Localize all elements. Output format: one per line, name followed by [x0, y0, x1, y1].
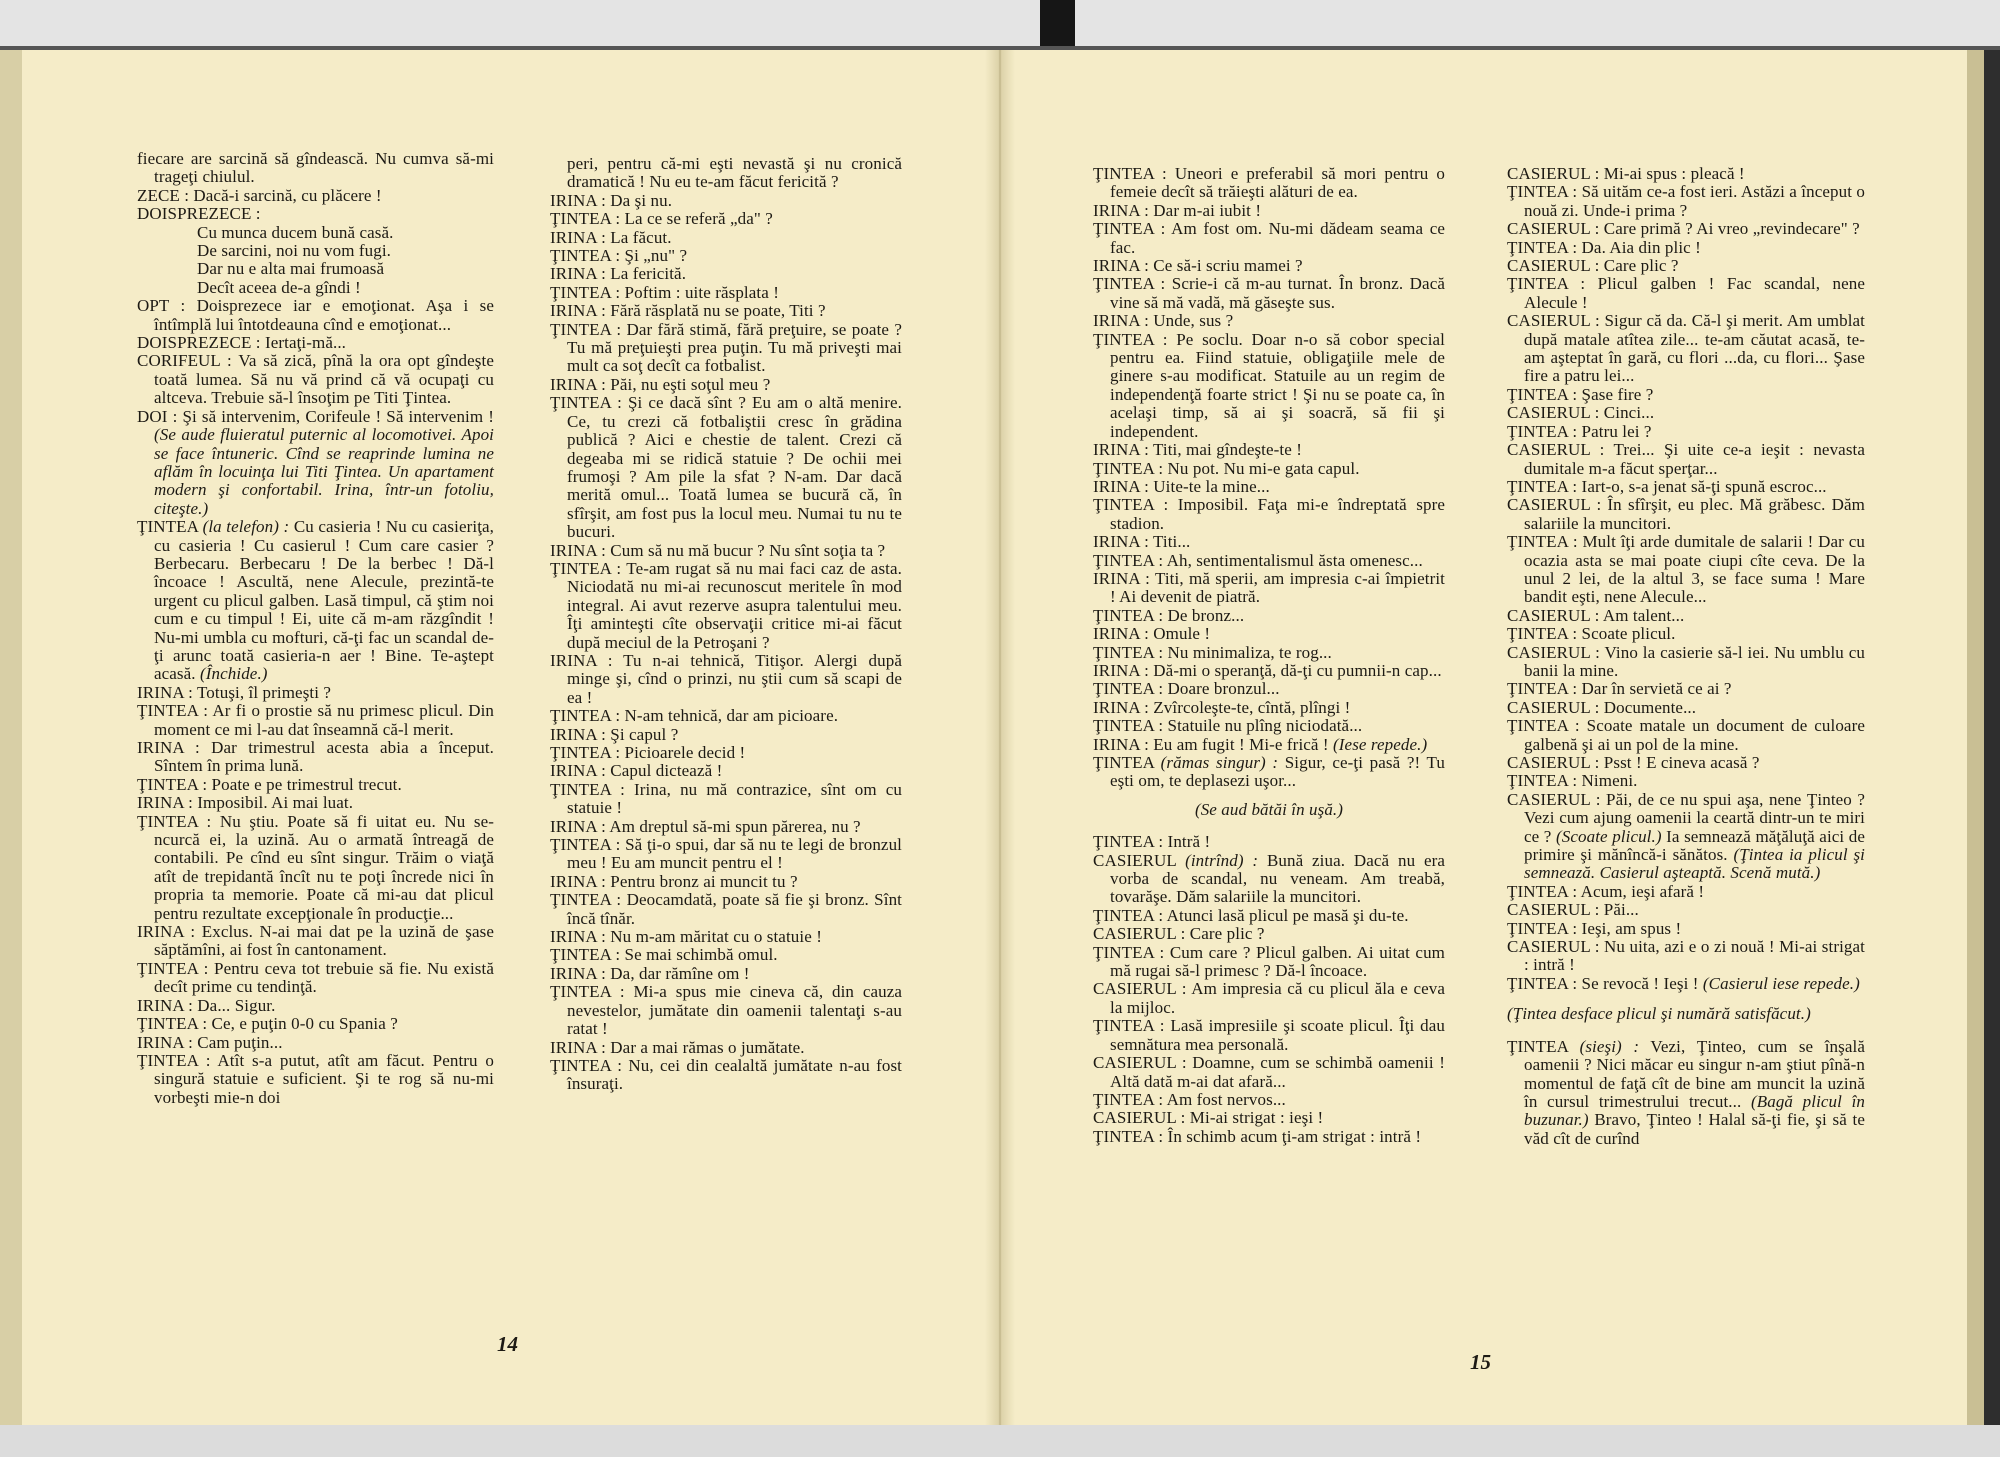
dialogue-line: ŢINTEA : Deocamdată, poate să fie şi bronz. Sînt încă tînăr.	[550, 890, 902, 928]
dialogue-line: IRINA : Da şi nu.	[550, 190, 673, 210]
book-gutter	[985, 50, 1015, 1425]
stage-direction: (Închide.)	[200, 664, 268, 684]
dialogue-line: ŢINTEA : Poftim : uite răsplata !	[550, 282, 779, 302]
dialogue-line: ŢINTEA : Dar fără stimă, fără preţuire, se poate ? Tu mă preţuieşti prea puţin. Tu mă priveşti mai mult ca soţ decît ca fotbalist.	[550, 319, 902, 376]
dialogue-line: CASIERUL : Păi...	[1507, 900, 1639, 920]
dialogue-line: IRINA : La fericită.	[550, 264, 687, 284]
speaker: ŢINTEA	[1507, 1036, 1569, 1056]
dialogue-line: CASIERUL : În sfîrşit, eu plec. Mă grăbesc. Dăm salariile la muncitori.	[1507, 495, 1865, 533]
stage-direction: (sieşi) :	[1579, 1036, 1640, 1056]
dialogue-line: ŢINTEA : Nu minimaliza, te rog...	[1093, 642, 1332, 662]
dialogue-line: CASIERUL : Nu uita, azi e o zi nouă ! Mi-ai strigat : intră !	[1507, 937, 1865, 975]
dialogue-line: ŢINTEA : Pentru ceva tot trebuie să fie. Nu există decît prime cu tendinţă.	[137, 958, 494, 997]
dialogue-line: CASIERUL : Mi-ai strigat : ieşi !	[1093, 1108, 1324, 1128]
dialogue-line: ŢINTEA : N-am tehnică, dar am picioare.	[550, 706, 839, 726]
dialogue-line: ŢINTEA : Scoate matale un document de culoare galbenă şi ai un pol de la mine.	[1507, 716, 1865, 754]
dialogue-text: Bravo, Ţinteo ! Halal să-ţi fie, şi să te văd cît de curînd	[1524, 1110, 1865, 1148]
verse-line: Dar nu e alta mai frumoasă	[197, 259, 385, 279]
right-page-column-1	[1093, 165, 1445, 1146]
dialogue-line: CASIERUL : Documente...	[1507, 697, 1697, 717]
stage-direction: (Ţintea desface plicul şi numără satisfăcut.)	[1507, 1004, 1811, 1024]
dialogue-line: ŢINTEA : Statuile nu plîng niciodată...	[1093, 716, 1363, 736]
speaker-line: DOISPREZECE :	[137, 204, 261, 224]
dialogue-text: Vezi, Ţinteo, cum se înşală oamenii ? Nici măcar eu singur n-am ştiut pînă-n momentul de faţă cît de bine am muncit la uzină în cursul trimestrului trecut...	[1524, 1036, 1865, 1111]
dialogue-line: IRINA : Da, dar rămîne om !	[550, 963, 750, 983]
dialogue-line: ŢINTEA : Da. Aia din plic !	[1507, 237, 1701, 257]
dialogue-line: IRINA : Cum să nu mă bucur ? Nu sînt soţia ta ?	[550, 540, 886, 560]
dialogue-line: ŢINTEA : De bronz...	[1093, 605, 1245, 625]
dialogue-line: ŢINTEA : Mi-a spus mie cineva că, din cauza nevestelor, jumătate din oamenii talentaţi s-au ratat !	[550, 982, 902, 1039]
dialogue-line: IRINA : Uite-te la mine...	[1093, 476, 1270, 496]
dialogue-line: ŢINTEA : Lasă impresiile şi scoate plicul. Îţi dau semnătura mea personală.	[1093, 1016, 1445, 1054]
dialogue-line: ZECE : Dacă-i sarcină, cu plăcere !	[137, 185, 382, 205]
dialogue-line: IRINA : Nu m-am măritat cu o statuie !	[550, 927, 822, 947]
dialogue-line: IRINA : Pentru bronz ai muncit tu ?	[550, 871, 798, 891]
dialogue-line: ŢINTEA : Ieşi, am spus !	[1507, 918, 1682, 938]
dialogue-line: CASIERUL : Mi-ai spus : pleacă !	[1507, 164, 1745, 183]
dialogue-line: IRINA : Şi capul ?	[550, 724, 679, 744]
stage-direction: (la telefon) :	[202, 517, 290, 537]
dialogue-line: IRINA : Tu n-ai tehnică, Titişor. Alergi după minge şi, cînd o prinzi, nu ştii cum să scapi de ea !	[550, 650, 902, 707]
dialogue-line: IRINA : Unde, sus ?	[1093, 311, 1234, 331]
dialogue-line: CASIERUL : Psst ! E cineva acasă ?	[1507, 753, 1760, 772]
dialogue-line: ŢINTEA : Ce, e puţin 0-0 cu Spania ?	[137, 1014, 398, 1034]
bookmark-strip	[1040, 0, 1075, 52]
dialogue-text: IRINA : Eu am fugit ! Mi-e frică !	[1093, 734, 1329, 754]
dialogue-line: IRINA : Fără răsplată nu se poate, Titi ?	[550, 301, 826, 321]
text-line: peri, pentru că-mi eşti nevastă şi nu cronică dramatică ! Nu eu te-am făcut fericită ?	[567, 154, 902, 192]
dialogue-line: ŢINTEA : La ce se referă „da" ?	[550, 209, 773, 229]
dialogue-line: IRINA : Păi, nu eşti soţul meu ?	[550, 374, 771, 394]
dialogue-line: IRINA : Dă-mi o speranţă, dă-ţi cu pumnii-n cap...	[1093, 660, 1442, 680]
dialogue-line: ŢINTEA : Nu, cei din cealaltă jumătate n-au fost însuraţi.	[550, 1055, 902, 1094]
dialogue-line: IRINA : Titi, mă sperii, am impresia c-ai împietrit ! Ai devenit de piatră.	[1093, 568, 1445, 607]
dialogue-line: ŢINTEA : Ah, sentimentalismul ăsta omenesc...	[1093, 550, 1423, 570]
dialogue-line: ŢINTEA : Nimeni.	[1507, 771, 1638, 791]
dialogue-line: IRINA : Am dreptul să-mi spun părerea, nu ?	[550, 816, 861, 836]
dialogue-line: ŢINTEA : Ar fi o prostie să nu primesc plicul. Din moment ce mi l-au dat înseamnă că-l merit.	[137, 701, 494, 739]
dialogue-line: ŢINTEA : Poate e pe trimestrul trecut.	[137, 774, 402, 794]
dialogue-line: CASIERUL : Trei... Şi uite ce-a ieşit : nevasta dumitale m-a făcut sperţar...	[1507, 440, 1865, 478]
stage-direction: (Bagă plicul în buzunar.)	[1524, 1091, 1866, 1130]
dialogue-text: DOI : Şi să intervenim, Corifeule ! Să intervenim !	[137, 406, 494, 426]
dialogue-line	[137, 518, 494, 684]
dialogue-line: IRINA : Dar a mai rămas o jumătate.	[550, 1037, 805, 1057]
scan-bottom-background	[0, 1425, 2000, 1457]
dialogue-line: ŢINTEA : Acum, ieşi afară !	[1507, 881, 1705, 901]
dialogue-line: ŢINTEA : Şi ce dacă sînt ? Eu am o altă menire. Ce, tu crezi că fotbaliştii cresc în grădina publică ? Aici e chestie de talent. Crezi că degeaba mi se ridică statuie ? De ochii mei frumoşi ? Am pile la sfat ? N-am. Dar dacă merită omul... Toată lumea se bucură că, în sfîrşit, am fost pus la locul meu. Numai tu nu te bucuri.	[550, 393, 902, 542]
dialogue-line: ŢINTEA : Patru lei ?	[1507, 421, 1652, 441]
dialogue-line: ŢINTEA : Atunci lasă plicul pe masă şi du-te.	[1093, 905, 1409, 925]
text-line: fiecare are sarcină să gîndească. Nu cumva să-mi trageţi chiulul.	[137, 149, 494, 187]
page-number-left: 14	[497, 1332, 518, 1356]
page-edge-shadow	[1984, 50, 2000, 1425]
page-number-right: 15	[1470, 1350, 1491, 1374]
dialogue-text: CASIERUL : Păi, de ce nu spui aşa, nene Ţinteo ? Vezi cum ajung oamenii la ceartă dintr-un te miri ce ?	[1507, 789, 1865, 846]
dialogue-line	[1093, 754, 1445, 791]
dialogue-line: ŢINTEA : Şi „nu" ?	[550, 246, 688, 266]
dialogue-line: ŢINTEA : Pe soclu. Doar n-o să cobor special pentru ea. Fiind statuie, obligaţiile mele de ginere s-au modificat. Statuile au un regim de independenţă foarte strict ! Şi nu se poate ca, în acelaşi timp, să ai şi soacră, să fii şi independent.	[1093, 329, 1445, 441]
dialogue-line: ŢINTEA : Nu pot. Nu mi-e gata capul.	[1093, 458, 1360, 478]
dialogue-line: IRINA : Da... Sigur.	[137, 995, 276, 1015]
dialogue-line: ŢINTEA : Nu ştiu. Poate să fi uitat eu. Nu se-ncurcă ei, la uzină. Au o armată întreagă de contabili. Pe cînd eu sînt singur. Trăim o viaţă atît de trepidantă încît nu te poţi încrede nici în propria ta memorie. Poate că mi-au dat plicul pentru rezultate excepţionale în producţie...	[137, 811, 494, 923]
dialogue-line: ŢINTEA : Cum care ? Plicul galben. Ai uitat cum mă rugai să-l primesc ? Dă-l încoace.	[1093, 942, 1445, 981]
stage-direction: (intrînd) :	[1185, 850, 1259, 870]
dialogue-line: CASIERUL : Cinci...	[1507, 403, 1655, 423]
dialogue-line: ŢINTEA : Şase fire ?	[1507, 384, 1654, 404]
dialogue-line: ŢINTEA : Uneori e preferabil să mori pentru o femeie decît să trăieşti alături de ea.	[1093, 164, 1445, 202]
dialogue-line: OPT : Doisprezece iar e emoţionat. Aşa i se întîmplă lui întotdeauna cînd e emoţionat...	[137, 296, 494, 334]
dialogue-line: CORIFEUL : Va să zică, pînă la ora opt gîndeşte toată lumea. Să nu vă prind că vă ocupaţi cu altceva. Trebuie să-l însoţim pe Titi Ţintea.	[137, 351, 494, 408]
stage-direction: (Se aude fluieratul puternic al locomotivei. Apoi se face întuneric. Cînd se reaprinde lumina ne aflăm în locuinţa lui Titi Ţintea. Un apartament modern şi confortabil. Irina, într-un fotoliu, citeşte.)	[154, 425, 494, 518]
right-page-column-2	[1507, 165, 1865, 1148]
speaker: ŢINTEA	[1093, 753, 1155, 772]
dialogue-line: ŢINTEA : Iart-o, s-a jenat să-ţi spună escroc...	[1507, 476, 1827, 496]
dialogue-line	[1093, 852, 1445, 907]
dialogue-line: ŢINTEA : Am fost om. Nu-mi dădeam seama ce fac.	[1093, 219, 1445, 257]
left-page-column-1	[137, 150, 494, 1107]
stage-direction: (Iese repede.)	[1333, 734, 1428, 754]
dialogue-line: ŢINTEA : Irina, nu mă contrazice, sînt om cu statuie !	[550, 779, 902, 818]
dialogue-line: IRINA : La făcut.	[550, 227, 672, 247]
dialogue-line: CASIERUL : Care plic ?	[1093, 924, 1265, 944]
dialogue-line: ŢINTEA : Am fost nervos...	[1093, 1089, 1286, 1109]
verse-line: De sarcini, noi nu vom fugi.	[197, 241, 392, 261]
dialogue-line: CASIERUL : Am impresia că cu plicul ăla e ceva la mijloc.	[1093, 979, 1445, 1017]
dialogue-line: IRINA : Titi, mai gîndeşte-te !	[1093, 440, 1302, 460]
dialogue-line: IRINA : Dar m-ai iubit !	[1093, 200, 1262, 220]
dialogue-line: ŢINTEA : Atît s-a putut, atît am făcut. Pentru o singură statuie e suficient. Şi te rog să nu-mi vorbeşti mie-n doi	[137, 1050, 494, 1107]
dialogue-line: ŢINTEA : Picioarele decid !	[550, 743, 746, 762]
scan-top-background	[0, 0, 2000, 52]
dialogue-line: IRINA : Imposibil. Ai mai luat.	[137, 793, 354, 813]
speaker: CASIERUL	[1093, 850, 1177, 870]
dialogue-line: ŢINTEA : Doare bronzul...	[1093, 679, 1280, 699]
dialogue-line: IRINA : Capul dictează !	[550, 761, 723, 781]
dialogue-line	[1507, 975, 1865, 993]
verse-line: Cu munca ducem bună casă.	[197, 222, 394, 242]
dialogue-line	[1507, 791, 1865, 883]
speaker: ŢINTEA	[137, 517, 199, 537]
dialogue-line	[1093, 736, 1445, 754]
stage-direction: (Scoate plicul.)	[1556, 826, 1662, 846]
dialogue-text: Bună ziua. Dacă nu era vorba de scandal, nu veneam. Am treabă, tovarăşe. Dăm salariile la muncitori.	[1110, 850, 1445, 907]
dialogue-line	[1507, 1038, 1865, 1148]
dialogue-line: IRINA : Cam puţin...	[137, 1032, 283, 1052]
verse-line: Decît aceea de-a gîndi !	[197, 277, 361, 297]
dialogue-line: IRINA : Titi...	[1093, 532, 1191, 552]
dialogue-line: CASIERUL : Vino la casierie să-l iei. Nu umblu cu banii la mine.	[1507, 642, 1865, 680]
dialogue-line: IRINA : Exclus. N-ai mai dat pe la uzină de şase săptămîni, ai fost în cantonament.	[137, 922, 494, 960]
dialogue-line: CASIERUL : Sigur că da. Că-l şi merit. Am umblat după matale atîtea zile... te-am căutat acasă, te-am aşteptat în gară, cu flori ...da, cu flori... Şase fire a patru lei...	[1507, 311, 1865, 386]
dialogue-line: ŢINTEA : Să ţi-o spui, dar să nu te legi de bronzul meu ! Eu am muncit pentru el !	[550, 835, 902, 873]
dialogue-line: DOISPREZECE : Iertaţi-mă...	[137, 333, 347, 353]
dialogue-line: CASIERUL : Am talent...	[1507, 605, 1685, 625]
dialogue-line: ŢINTEA : Plicul galben ! Fac scandal, nene Alecule !	[1507, 274, 1865, 312]
dialogue-line: CASIERUL : Care primă ? Ai vreo „revindecare" ?	[1507, 219, 1860, 239]
dialogue-text: Cu casieria ! Nu cu casieriţa, cu casieria ! Cu casierul ! Cum care casier ? Berbecaru. Berbecaru ! De la berbec ! Dă-l încoace ! Ascultă, nene Alecule, prezintă-te urgent cu plicul galben. Lasă timpul, că ştim noi cum e cu timpul ! Ei, uite că m-am răzgîndit ! Nu-mi umbla cu mofturi, că-ţi fac un scandal de-ţi arunc toată casieria-n aer ! Bine. Te-aştept acasă.	[154, 517, 495, 684]
dialogue-line: IRINA : Omule !	[1093, 624, 1211, 644]
dialogue-text: Ia semnează măţăluţă aici de primire şi mănîncă-i sănătos.	[1524, 826, 1866, 865]
dialogue-text: ŢINTEA : Se revocă ! Ieşi !	[1507, 973, 1699, 993]
dialogue-line: IRINA : Ce să-i scriu mamei ?	[1093, 256, 1303, 276]
dialogue-line: ŢINTEA : Intră !	[1093, 832, 1211, 852]
dialogue-line: ŢINTEA : Se mai schimbă omul.	[550, 945, 778, 965]
dialogue-line: IRINA : Dar trimestrul acesta abia a început. Sîntem în prima lună.	[137, 738, 494, 776]
stage-direction: (Ţintea ia plicul şi semnează. Casierul aşteaptă. Scenă mută.)	[1524, 845, 1865, 883]
dialogue-line: ŢINTEA : Dar în servietă ce ai ?	[1507, 679, 1732, 699]
dialogue-line: CASIERUL : Care plic ?	[1507, 256, 1679, 276]
dialogue-line: CASIERUL : Doamne, cum se schimbă oamenii ! Altă dată m-ai dat afară...	[1093, 1053, 1445, 1091]
dialogue-line: ŢINTEA : În schimb acum ţi-am strigat : intră !	[1093, 1126, 1422, 1146]
dialogue-line: ŢINTEA : Mult îţi arde dumitale de salarii ! Dar cu ocazia asta se mai poate ciupi cîte ceva. De la unul 2 lei, de la altul 3, se face suma ! Mare bandit eşti, nene Alecule...	[1507, 532, 1865, 607]
dialogue-line	[137, 408, 494, 518]
dialogue-line: ŢINTEA : Scrie-i că m-au turnat. În bronz. Dacă vine să mă vadă, mă găseşte sus.	[1093, 274, 1445, 312]
dialogue-text: Sigur, ce-ţi pasă ?! Tu eşti om, te deplasezi uşor...	[1110, 753, 1445, 791]
stage-direction: (rămas singur) :	[1160, 753, 1279, 772]
dialogue-line: ŢINTEA : Să uităm ce-a fost ieri. Astăzi a început o nouă zi. Unde-i prima ?	[1507, 182, 1865, 220]
dialogue-line: ŢINTEA : Imposibil. Faţa mi-e îndreptată spre stadion.	[1093, 495, 1445, 533]
stage-direction: (Casierul iese repede.)	[1702, 973, 1860, 993]
left-page-column-2	[550, 155, 902, 1094]
stage-direction: (Se aud bătăi în uşă.)	[1194, 799, 1344, 819]
dialogue-line: ŢINTEA : Scoate plicul.	[1507, 624, 1676, 644]
dialogue-line: IRINA : Totuşi, îl primeşti ?	[137, 682, 332, 702]
dialogue-line: IRINA : Zvîrcoleşte-te, cîntă, plîngi !	[1093, 697, 1351, 717]
dialogue-line: ŢINTEA : Te-am rugat să nu mai faci caz de asta. Niciodată nu mi-ai recunoscut meritele în mod integral. Ai avut rezerve asupra talentului meu. Îţi aminteşti cîte observaţii critice mi-ai făcut după meciul de la Petroşani ?	[550, 558, 902, 652]
